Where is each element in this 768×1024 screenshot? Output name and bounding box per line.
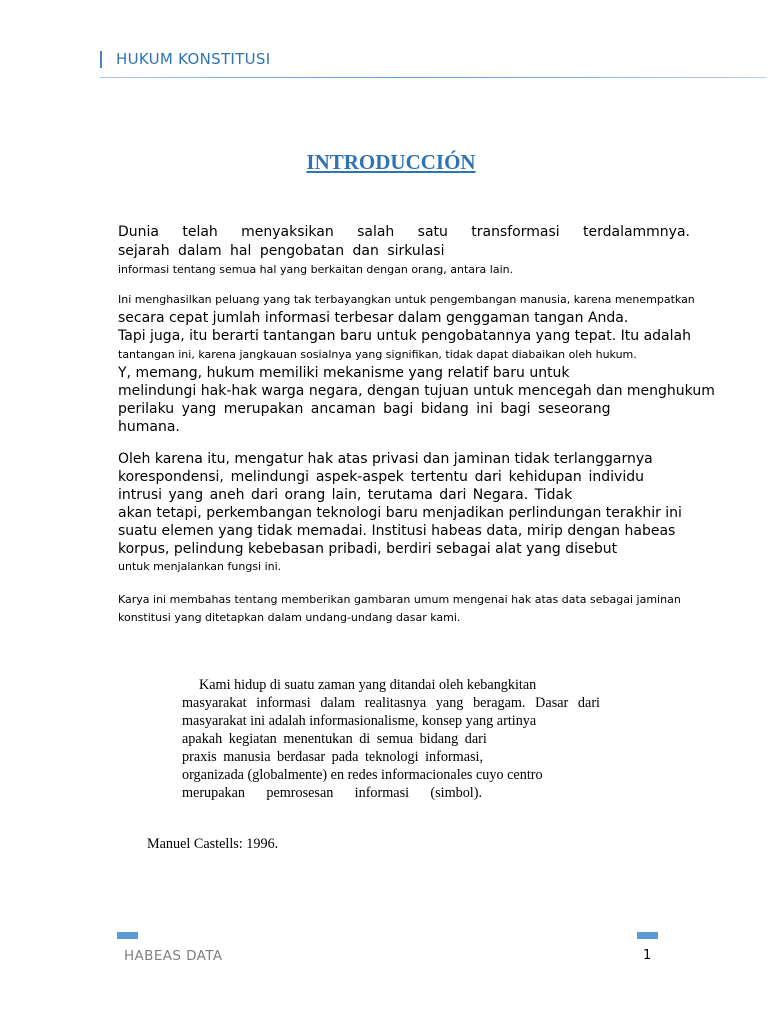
quote-line: masyarakat ini adalah informasionalisme, konsep yang artinya (182, 713, 537, 729)
body-line: tantangan ini, karena jangkauan sosialnya yang signifikan, tidak dapat diabaikan oleh hukum. (118, 348, 637, 361)
quote-line: praxis manusia berdasar pada teknologi informasi, (182, 749, 484, 765)
page-title: INTRODUCCIÓN (306, 150, 476, 174)
body-line: korespondensi, melindungi aspek-aspek tertentu dari kehidupan individu (118, 469, 644, 485)
body-line: secara cepat jumlah informasi terbesar dalam genggaman tangan Anda. (118, 310, 629, 326)
body-line: akan tetapi, perkembangan teknologi baru menjadikan perlindungan terakhir ini (118, 505, 682, 521)
body-line: humana. (118, 419, 180, 435)
body-line: Karya ini membahas tentang memberikan gambaran umum mengenai hak atas data sebagai jaminan (118, 593, 681, 606)
body-line: Ini menghasilkan peluang yang tak terbayangkan untuk pengembangan manusia, karena menempatkan (118, 293, 695, 306)
quote-line: organizada (globalmente) en redes informacionales cuyo centro (182, 767, 543, 783)
body-line: intrusi yang aneh dari orang lain, terutama dari Negara. Tidak (118, 487, 573, 503)
body-line: Oleh karena itu, mengatur hak atas privasi dan jaminan tidak terlanggarnya (118, 451, 653, 467)
quote-attribution: Manuel Castells: 1996. (147, 836, 279, 852)
body-line: untuk menjalankan fungsi ini. (118, 560, 282, 573)
body-line: konstitusi yang ditetapkan dalam undang-undang dasar kami. (118, 611, 461, 624)
header-accent-bar (100, 51, 102, 68)
quote-line: Kami hidup di suatu zaman yang ditandai oleh kebangkitan (199, 677, 537, 693)
header-rule (100, 77, 766, 78)
footer-title: HABEAS DATA (124, 948, 223, 964)
footer-left-mark (117, 932, 138, 939)
header-title: HUKUM KONSTITUSI (116, 50, 271, 68)
body-line: korpus, pelindung kebebasan pribadi, berdiri sebagai alat yang disebut (118, 541, 618, 557)
quote-line: apakah kegiatan menentukan di semua bidang dari (182, 731, 487, 747)
footer-right-mark (637, 932, 658, 939)
body-line: Dunia telah menyaksikan salah satu transformasi terdalammnya. (118, 224, 690, 240)
body-line: perilaku yang merupakan ancaman bagi bidang ini bagi seseorang (118, 401, 611, 417)
running-header (100, 50, 270, 68)
body-line: sejarah dalam hal pengobatan dan sirkulasi (118, 243, 445, 259)
body-line: melindungi hak-hak warga negara, dengan tujuan untuk mencegah dan menghukum (118, 383, 715, 399)
quote-line: masyarakat informasi dalam realitasnya yang beragam. Dasar dari (182, 695, 600, 711)
quote-line: merupakan pemrosesan informasi (simbol). (182, 785, 482, 801)
body-line: informasi tentang semua hal yang berkaitan dengan orang, antara lain. (118, 263, 514, 276)
body-line: suatu elemen yang tidak memadai. Institusi habeas data, mirip dengan habeas (118, 523, 676, 539)
page-number: 1 (643, 948, 652, 963)
body-line: Tapi juga, itu berarti tantangan baru untuk pengobatannya yang tepat. Itu adalah (118, 328, 691, 344)
body-line: Y, memang, hukum memiliki mekanisme yang relatif baru untuk (118, 365, 570, 381)
